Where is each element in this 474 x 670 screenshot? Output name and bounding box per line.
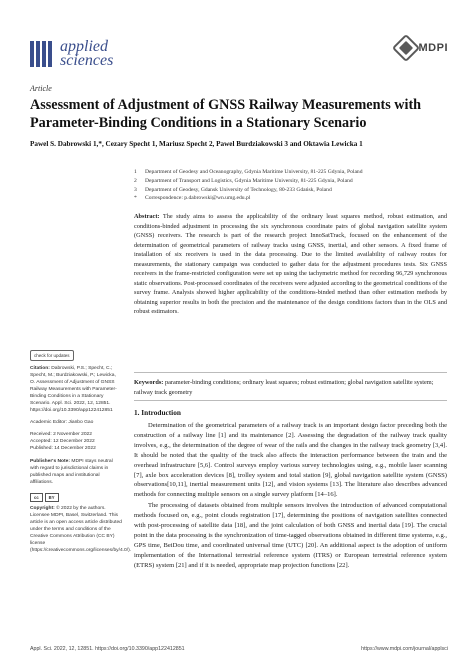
cc-by-license-icon[interactable]: cc BY [30, 493, 59, 502]
section-heading: 1. Introduction [134, 408, 181, 417]
footer-citation[interactable]: Appl. Sci. 2022, 12, 12851. https://doi.org/10.3390/app122412851 [30, 646, 185, 652]
received-date: Received: 2 November 2022 [30, 432, 92, 437]
divider [134, 372, 447, 373]
footer-journal-link[interactable]: https://www.mdpi.com/journal/applsci [361, 646, 448, 652]
abstract [134, 212, 447, 317]
abstract-text: The study aims to assess the applicability of the ordinary least squares method, robust estimation, and conditions-binded adjustment in processing the six synchronous coordinate pairs of global navigation satellite system (GNSS) receivers. The research is part of the research project InnoSatTrack, focused on the enhancement of the determination of geometrical parameters of railway tracks using GNSS, inertial, and other sensors. A fixed frame of installation of six receivers is used in the data processing. Due to the limited availability of railway routes for measurements, the stationary campaign was conducted to gather data for the adjustment procedures tests. Six GNSS receivers in the frame-restricted configuration were set up using the tachymetric method for recording 96,729 synchronous static observations. Post-processed coordinates of the receivers were adjusted according to the geometrical conditions of the survey frame. Analysis showed higher applicability of the conditions-binded method than other estimation methods by obtaining superior results in both the precision and the maintenance of the design conditions factors than in the OLS and robust estimators. [134, 213, 447, 315]
affiliation-item: 2 Department of Transport and Logistics, Gdynia Maritime University, 81-225 Gdynia, Poland [134, 177, 353, 184]
affiliations [134, 168, 454, 203]
copyright-block: Copyright: © 2022 by the authors. Licensee MDPI, Basel, Switzerland. This article is an open access article distributed under the terms and conditions of the Creative Commons Attribution (CC BY) license (https://creativecommons.org/licenses/by/4.0/). [30, 505, 132, 553]
article-title: Assessment of Adjustment of GNSS Railway Measurements with Parameter-Binding Conditions in a Stationary Scenario [30, 97, 422, 131]
journal-logo [30, 40, 113, 68]
abstract-label: Abstract: [134, 213, 160, 220]
published-date: Published: 14 December 2022 [30, 446, 96, 452]
affiliation-item: 1 Department of Geodesy and Oceanography, Gdynia Maritime University, 81-225 Gdynia, Poland [134, 169, 363, 175]
page-footer [30, 646, 448, 652]
publisher-logo [396, 38, 449, 58]
journal-name-line1: applied [60, 38, 108, 55]
mdpi-icon [391, 34, 419, 62]
paragraph: The processing of datasets obtained from multiple sensors involves the introduction of advanced computational methods focused on, e.g., point clouds registration [17], determining the positions of navigation satellites connected with post-processing of satellite data [18], and the joint calculation of both GNSS and inertial data [19]. The crucial point in the data processing is the synchronization of time-tagged observations obtained in different time systems, e.g., GPS time, BeiDou time, and coordinated universal time (UTC) [20]. An additional aspect is the adoption of uniform implementation of the International terrestrial reference system (ITRS) or European terrestrial reference system (ETRS) system [21] and if it is needed, appropriate map projection functions [22]. [134, 502, 447, 569]
article-type: Article [30, 84, 52, 93]
journal-name-line2: sciences [60, 52, 114, 69]
paragraph: Determination of the geometrical parameters of a railway track is an important design factor preceding both the construction of a railway line [1] and its maintenance [2]. Assessing the degradation of the railway track quality involves, e.g., the determination of the degree of wear of the rails and the changes in the railway track geometry [3,4]. It should be noted that the quality of the track also affects the interaction performance between the train and the overhead infrastructure [5,6]. Control surveys employ various survey technologies using, e.g., mobile laser scanning [7], axle box acceleration devices [8], trolley system and total station [9], global navigation satellite system (GNSS) observations[10,11], inertial measurement units [12], and vision systems [13]. The literature also describes advanced methods for connecting multiple sensors on a single survey platform [14–16]. [134, 422, 447, 499]
keywords-label: Keywords: [134, 379, 164, 386]
article-info-sidebar [30, 350, 132, 559]
article-dates [30, 431, 122, 453]
check-for-updates-button[interactable]: check for updates [30, 350, 74, 361]
author-list: Pawel S. Dabrowski 1,*, Cezary Specht 1, Mariusz Specht 2, Pawel Burdziakowski 3 and Oktawia Lewicka 1 [30, 140, 363, 148]
academic-editor: Academic Editor: Jianbo Gao [30, 420, 94, 425]
citation-text[interactable]: Dabrowski, P.S.; Specht, C.; Specht, M.; Burdziakowski, P.; Lewicka, O. Assessment of Adjustment of GNSS Railway Measurements with Parameter-Binding Conditions in a Stationary Scenario. Appl. Sci. 2022, 12, 12851. https://doi.org/10.3390/app122412851 [30, 366, 117, 413]
keywords-text: parameter-binding conditions; ordinary least squares; robust estimation; global navigation satellite system; railway track geometry [134, 379, 434, 396]
accepted-date: Accepted: 12 December 2022 [30, 439, 95, 445]
publisher-note: Publisher's Note: MDPI stays neutral with regard to jurisdictional claims in published maps and institutional affiliations. [30, 458, 113, 485]
journal-name [60, 40, 113, 68]
introduction-body [134, 421, 447, 572]
journal-logo-icon [30, 41, 54, 67]
keywords [134, 378, 447, 397]
divider [134, 400, 447, 401]
correspondence: * Correspondence: p.dabrowski@wn.umg.edu.pl [134, 195, 251, 202]
affiliation-item: 3 Department of Geodesy, Gdansk University of Technology, 80-233 Gdańsk, Poland [134, 186, 332, 193]
publisher-name: MDPI [418, 42, 448, 54]
citation-block: Citation: Dabrowski, P.S.; Specht, C.; Specht, M.; Burdziakowski, P.; Lewicka, O. Assessment of Adjustment of GNSS Railway Measurements with Parameter-Binding Conditions in a Stationary Scenario. Appl. Sci. 2022, 12, 12851. https://doi.org/10.3390/app122412851 [30, 366, 117, 413]
